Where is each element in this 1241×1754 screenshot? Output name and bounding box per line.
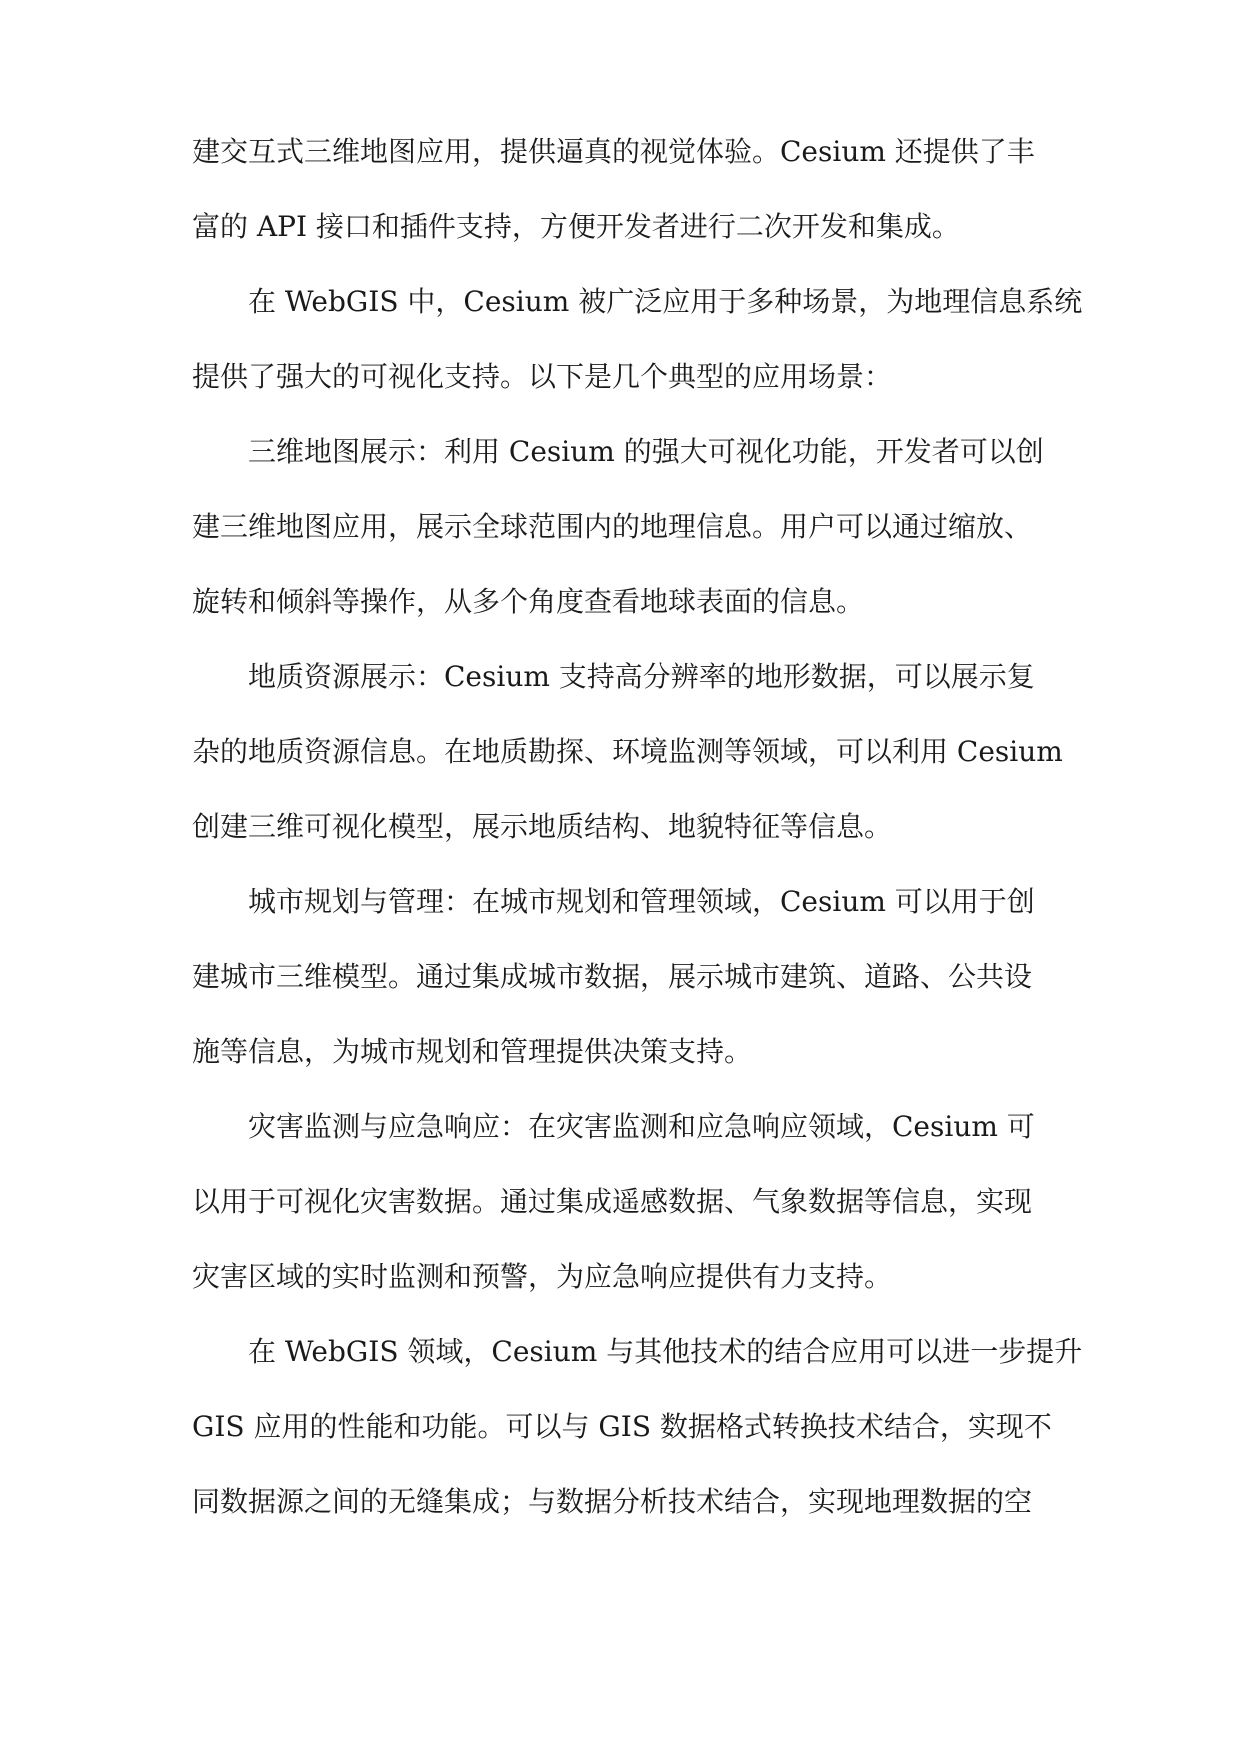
- paragraph-start-line: 在 WebGIS 领域，Cesium 与其他技术的结合应用可以进一步提升: [248, 1335, 1083, 1368]
- text-line: 创建三维可视化模型，展示地质结构、地貌特征等信息。: [192, 810, 893, 843]
- paragraph-start-line: 灾害监测与应急响应：在灾害监测和应急响应领域，Cesium 可: [248, 1110, 1035, 1143]
- text-line: 杂的地质资源信息。在地质勘探、环境监测等领域，可以利用 Cesium: [192, 735, 1063, 768]
- paragraph-start-line: 城市规划与管理：在城市规划和管理领域，Cesium 可以用于创: [248, 885, 1035, 918]
- text-line: 提供了强大的可视化支持。以下是几个典型的应用场景：: [192, 360, 893, 393]
- text-line: 旋转和倾斜等操作，从多个角度查看地球表面的信息。: [192, 585, 865, 618]
- text-line: 以用于可视化灾害数据。通过集成遥感数据、气象数据等信息，实现: [192, 1185, 1033, 1218]
- text-line: 施等信息，为城市规划和管理提供决策支持。: [192, 1035, 753, 1068]
- text-line: 建三维地图应用，展示全球范围内的地理信息。用户可以通过缩放、: [192, 510, 1033, 543]
- paragraph-start-line: 在 WebGIS 中，Cesium 被广泛应用于多种场景，为地理信息系统: [248, 285, 1083, 318]
- text-line: 同数据源之间的无缝集成；与数据分析技术结合，实现地理数据的空: [192, 1485, 1033, 1518]
- paragraph-start-line: 地质资源展示：Cesium 支持高分辨率的地形数据，可以展示复: [248, 660, 1035, 693]
- paragraph-start-line: 三维地图展示：利用 Cesium 的强大可视化功能，开发者可以创: [248, 435, 1044, 468]
- text-line: 富的 API 接口和插件支持，方便开发者进行二次开发和集成。: [192, 210, 960, 243]
- text-line: 建城市三维模型。通过集成城市数据，展示城市建筑、道路、公共设: [192, 960, 1033, 993]
- text-line: GIS 应用的性能和功能。可以与 GIS 数据格式转换技术结合，实现不: [192, 1410, 1052, 1443]
- text-line: 建交互式三维地图应用，提供逼真的视觉体验。Cesium 还提供了丰: [192, 135, 1035, 168]
- text-line: 灾害区域的实时监测和预警，为应急响应提供有力支持。: [192, 1260, 893, 1293]
